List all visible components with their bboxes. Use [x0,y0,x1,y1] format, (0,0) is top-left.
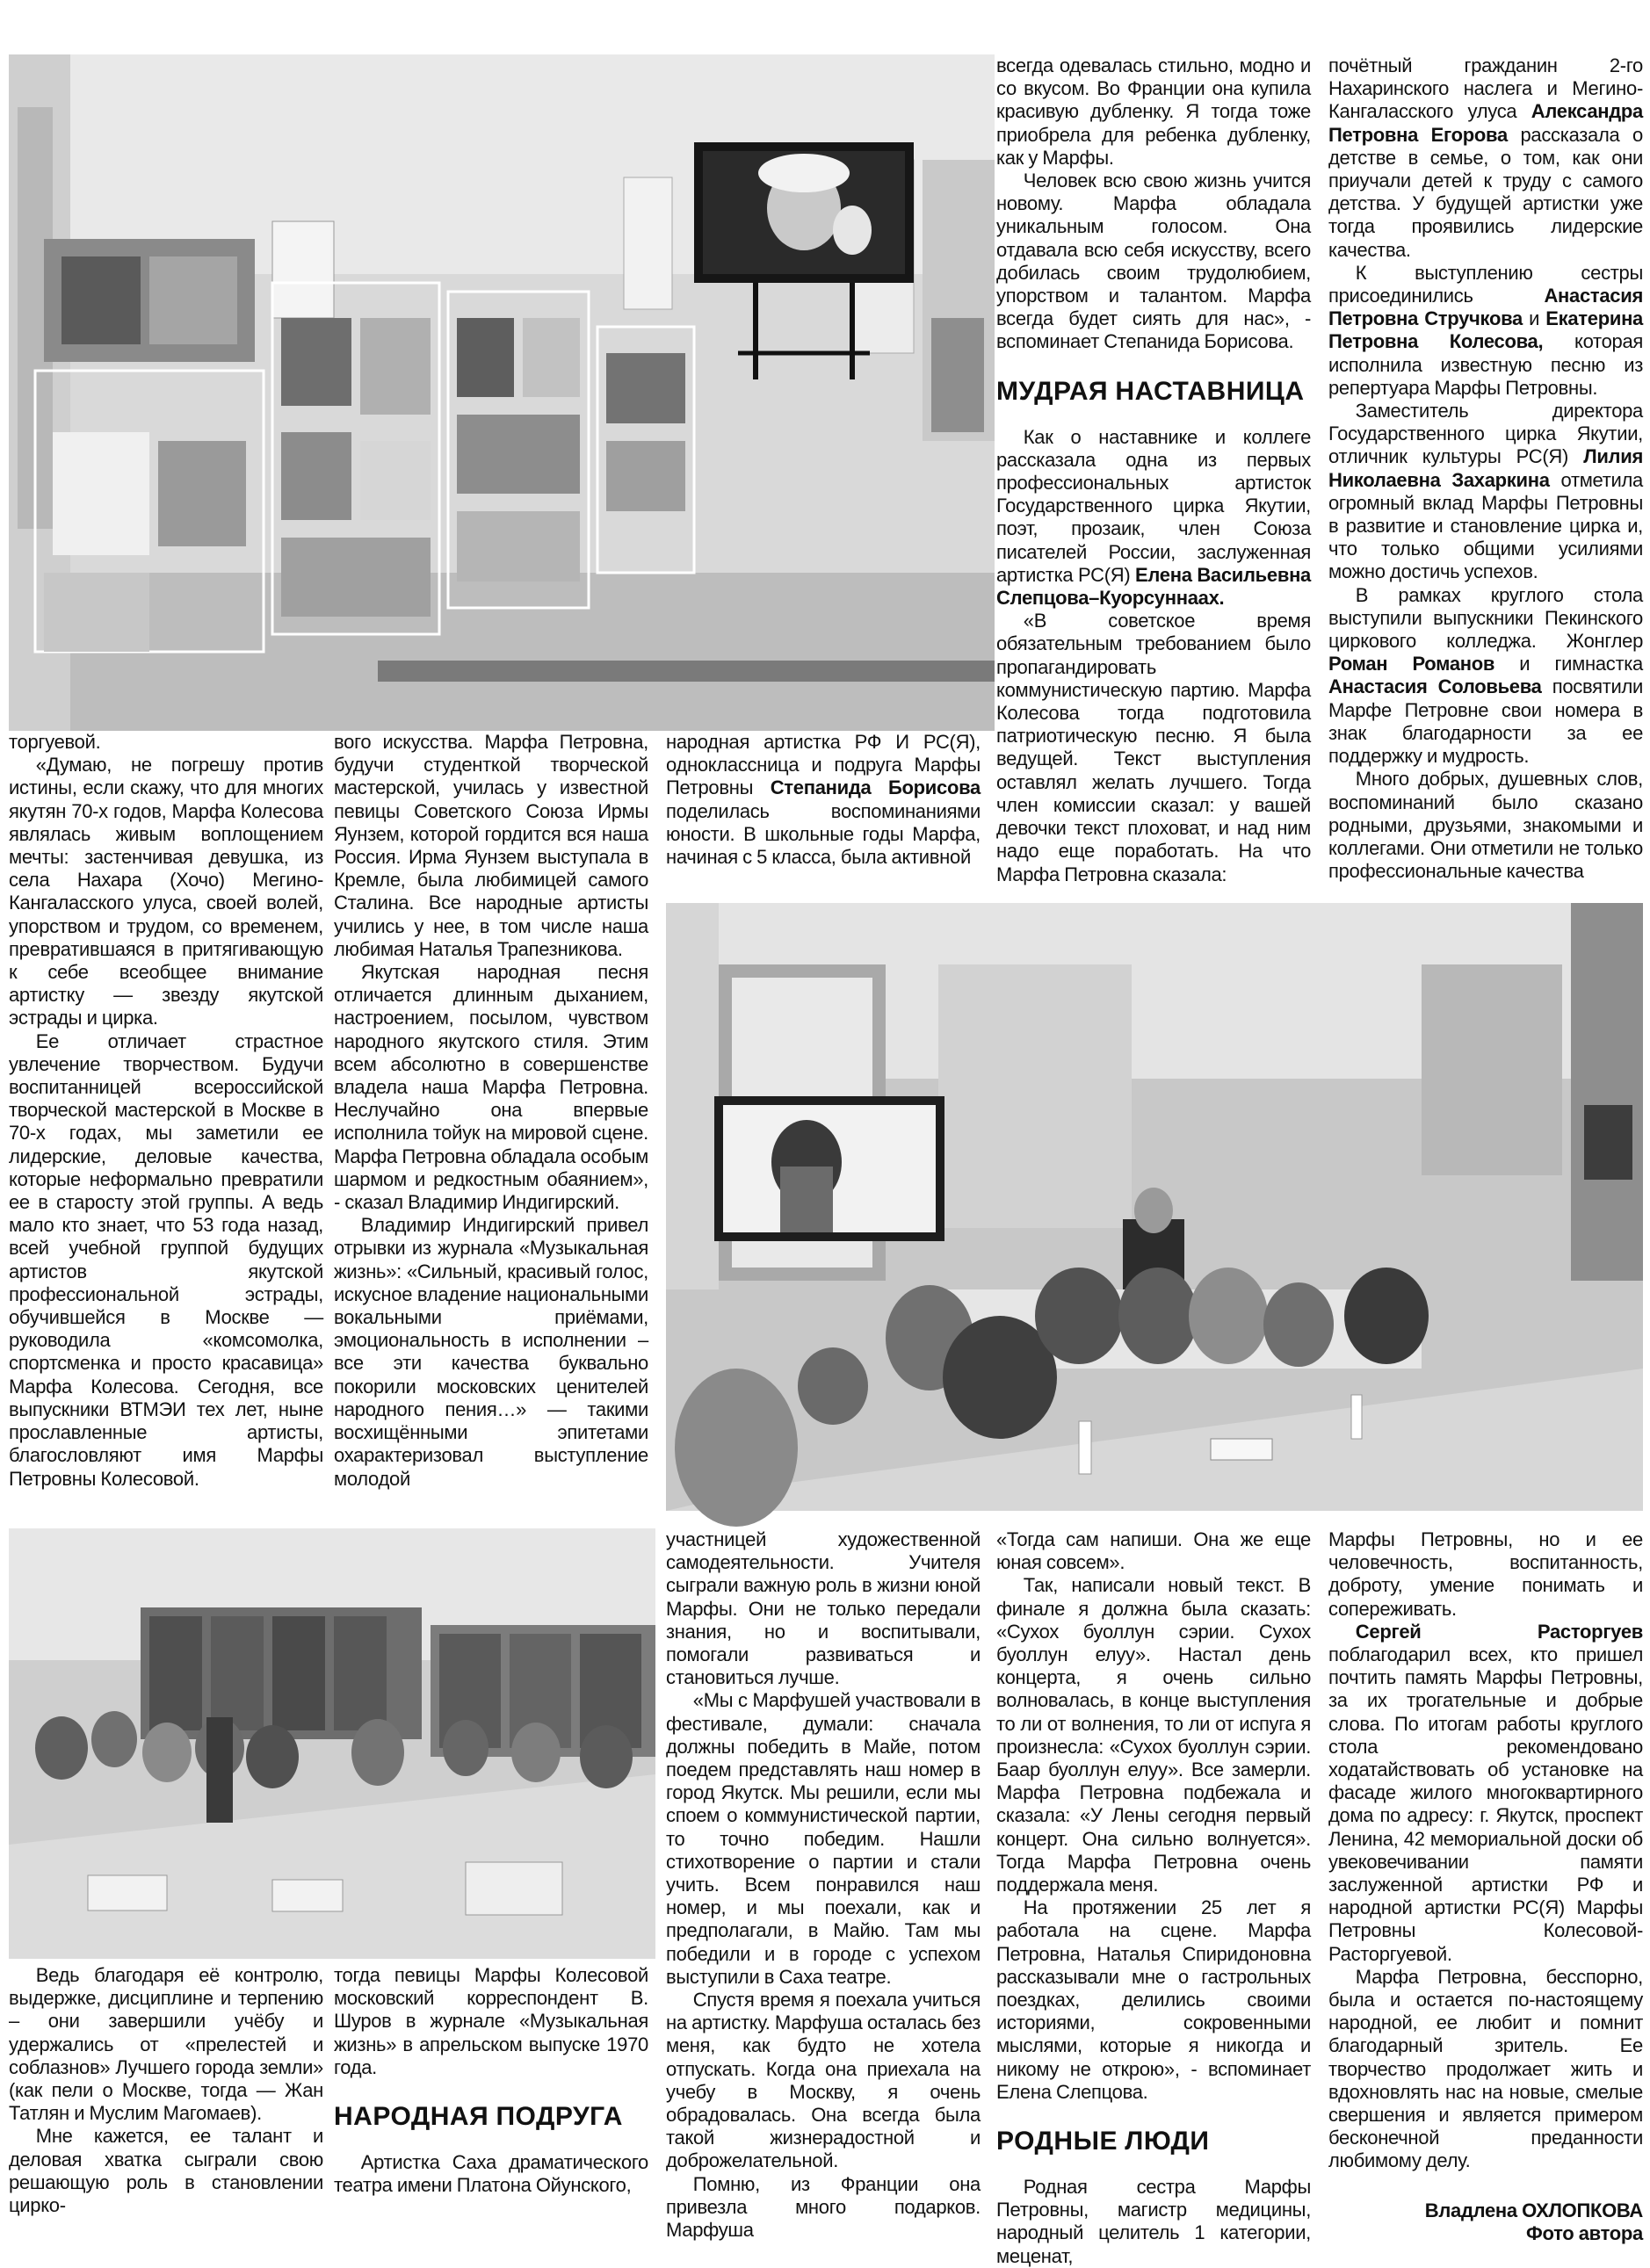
article-column-3-top [666,731,981,898]
article-column-4-top [996,54,1311,898]
text: народная артистка РФ И РС(Я), одноклассница и подруга Марфы Петровны [666,731,981,799]
text: К выступлению сестры присоединились [1328,261,1643,307]
person-name: Анастасия Петровна Стручкова [1328,285,1643,330]
text: и гимнастка [1494,653,1643,675]
paragraph [1328,584,1643,769]
section-heading-rodnye-lyudi: РОДНЫЕ ЛЮДИ [996,2127,1210,2156]
text: Как о наставнике и коллеге рассказала одна из первых профессиональных артисток Государственного цирка Якутии, поэт, прозаик, член Союза писателей России, заслуженная артистка РС(Я) [996,425,1311,586]
photo-credit: Фото автора [1526,2221,1643,2244]
paragraph: Артистка Саха драматического театра имени Платона Ойунского, [334,2151,648,2197]
paragraph: «Мы с Марфушей участвовали в фестивале, думали: сначала должны победить в Майе, потом поедем представлять наш номер в город Якутск. Мы решили, если мы споем о коммунистической партии, то точно победим. Нашли стихотворение о партии и стали учить. Всем понравился наш номер, и мы поехали, как и предполагали, в Майю. Там мы победили и в городе с успехом выступили в Саха театре. [666,1689,981,1988]
person-name: Александра Петровна Егорова [1328,100,1643,146]
photo-round-table [666,903,1643,1511]
audience-image [9,1528,655,1959]
text: Заместитель директора Государственного цирка Якутии, отличник культуры РС(Я) [1328,400,1643,468]
paragraph: Много добрых, душевных слов, воспоминаний было сказано родными, друзьями, знакомыми и коллегами. Они отметили не только профессиональные качества [1328,768,1643,883]
paragraph [1328,1621,1643,1966]
text: посвятили Марфе Петровне свои номера в знак благодарности за ее поддержку и мудрость. [1328,675,1643,768]
paragraph [1328,400,1643,584]
exhibition-image [9,54,995,731]
section-heading-narodnaya-podruga: НАРОДНАЯ ПОДРУГА [334,2102,623,2132]
paragraph: Якутская народная песня отличается длинным дыханием, настроением, посылом, чувством народного якутского стиля. Этим всем абсолютно в совершенстве владела наша Марфа Петровна. Неслучайно она впервые исполнила тойук на мировой сцене. Марфа Петровна обладала особым шармом и редкостным обаянием», - сказал Владимир Индигирский. [334,961,648,1214]
text: рассказала о детстве в семье, о том, как они приучали детей к труду с самого детства. У будущей артистки уже тогда проявились лидерские качества. [1328,123,1643,261]
person-name: Лилия Николаевна Захаркина [1328,445,1643,491]
text: почётный гражданин 2-го Нахаринского наслега и Мегино-Кангаласского улуса [1328,54,1643,123]
paragraph: Мне кажется, ее талант и деловая хватка сыграли свою решающую роль в становлении цирко- [9,2125,323,2217]
paragraph: участницей художественной самодеятельности. Учителя сыграли важную роль в жизни юной Марфы. Они не только передали знания, но и воспитывали, помогали развиваться и становиться лучше. [666,1528,981,1689]
paragraph: Так, написали новый текст. В финале я должна была сказать: «Сухох буоллун сэрии. Сухох буоллун елуу». Настал день концерта, я очень сильно волновалась, в конце выступления то ли от волнения, то ли от испуга я произнесла: «Сухох буоллун сэрии. Баар буоллун елуу». Все замерли. Марфа Петровна подбежала и сказала: «У Лены сегодня первый концерт. Она сильно волнуется». Тогда Марфа Петровна очень поддержала меня. [996,1574,1311,1896]
author-name: Владлена ОХЛОПКОВА [1424,2199,1643,2221]
article-column-5-bottom [1328,1528,1643,2243]
paragraph: вого искусства. Марфа Петровна, будучи студенткой творческой мастерской, училась у известной певицы Советского Союза Ирмы Яунзем, которой гордится вся наша Россия. Ирма Яунзем выступала в Кремле, была любимицей самого Сталина. Все народные артисты учились у нее, в том числе наша любимая Наталья Трапезникова. [334,731,648,960]
round-table-image [666,903,1643,1511]
text: В рамках круглого стола выступили выпускники Пекинского циркового колледжа. Жонглер [1328,583,1643,653]
paragraph: «В советское время обязательным требованием было пропагандировать коммунистическую партию. Марфа Колесова тогда подготовила патриотическую песню. Я была ведущей. Текст выступления оставлял желать лучшего. Тогда член комиссии сказал: у вашей девочки текст плоховат, и над ним надо еще поработать. На что Марфа Петровна сказала: [996,610,1311,885]
byline [1328,2199,1643,2245]
article-column-3-bottom [666,1528,981,2243]
article-column-5-top [1328,54,1643,898]
paragraph: Помню, из Франции она привезла много подарков. Марфуша [666,2172,981,2242]
article-column-1-bottom [9,1964,323,2243]
person-name: Екатерина Петровна Колесова, [1328,307,1643,353]
section-heading-mudraya-nastavnitsa: МУДРАЯ НАСТАВНИЦА [996,376,1305,406]
paragraph: Человек всю свою жизнь учится новому. Марфа обладала уникальным голосом. Она отдавала всю себя искусству, всего добилась своим трудолюбием, упорством и талантом. Марфа всегда будет сиять для нас», - вспоминает Степанида Борисова. [996,170,1311,353]
paragraph: Родная сестра Марфы Петровны, магистр медицины, народный целитель 1 категории, меценат, [996,2176,1311,2267]
article-column-1-top [9,731,323,1506]
photo-exhibition [9,54,995,731]
person-name: Степанида Борисова [770,776,981,799]
paragraph: тогда певицы Марфы Колесовой московский корреспондент В. Шуров в журнале «Музыкальная жизнь» в апрельском выпуске 1970 года. [334,1964,648,2078]
paragraph [1328,54,1643,262]
paragraph [996,426,1311,610]
paragraph: «Думаю, не погрешу против истины, если скажу, что для многих якутян 70-х годов, Марфа Колесова являлась живым воплощением мечты: застенчивая девушка, из села Нахара (Хочо) Мегино-Кангаласского улуса, своей волей, упорством и трудом, со временем, превратившаяся в притягивающую к себе всеобщее внимание артистку — звезду якутской эстрады и цирка. [9,754,323,1029]
person-name: Елена Васильевна Слепцова–Куорсуннаах. [996,563,1311,610]
person-name: Анастасия Соловьева [1328,675,1542,698]
article-column-2-bottom [334,1964,648,2243]
paragraph: всегда одевалась стильно, модно и со вкусом. Во Франции она купила красивую дубленку. Я тогда тоже приобрела для ребенка дубленку, как у Марфы. [996,54,1311,169]
paragraph: Ее отличает страстное увлечение творчеством. Будучи воспитанницей всероссийской творческой мастерской в Москве в 70-х годах, мы заметили ее лидерские, деловые качества, которые неформально превратили ее в старосту этой группы. А ведь мало кто знает, что 53 года назад, всей учебной группой будущих артистов якутской профессиональной эстрады, обучившейся в Москве — руководила «комсомолка, спортсменка и просто красавица» Марфа Колесова. Сегодня, все выпускники ВТМЭИ тех лет, ныне прославленные артисты, благословляют имя Марфы Петровны Колесовой. [9,1029,323,1490]
paragraph: «Тогда сам напиши. Она же еще юная совсем». [996,1528,1311,1574]
paragraph: На протяжении 25 лет я работала на сцене. Марфа Петровна, Наталья Спиридоновна рассказывали мне о гастрольных поездках, делились своими историями, сокровенными мыслями, которые я никогда и никому не открою», - вспоминает Елена Слепцова. [996,1896,1311,2103]
paragraph: Марфа Петровна, бесспорно, была и остается по-настоящему народной, ее любит и помнит благодарный зритель. Ее творчество продолжает жить и вдохновлять нас на новые, смелые свершения и является примером бесконечной преданности любимому делу. [1328,1965,1643,2172]
person-name: Роман Романов [1328,653,1495,675]
paragraph [1328,262,1643,400]
text: которая исполнила известную песню из репертуара Марфы Петровны. [1328,330,1643,399]
paragraph: торгуевой. [9,731,101,753]
paragraph: Владимир Индигирский привел отрывки из журнала «Музыкальная жизнь»: «Сильный, красивый голос, искусное владение национальными вокальными приёмами, эмоциональность в исполнении – все эти качества буквально покорили московских ценителей народного пения…» — такими восхищёнными эпитетами охарактеризовал выступление молодой [334,1214,648,1490]
photo-audience [9,1528,655,1959]
article-column-4-bottom [996,1528,1311,2267]
paragraph [666,731,981,869]
person-name: Сергей Расторгуев [1355,1620,1643,1643]
paragraph: Спустя время я поехала учиться на артистку. Марфуша осталась без меня, как будто не хотела отпускать. Когда она приехала на учебу в Москву, я очень обрадовалась. Она всегда была такой жизнерадостной и доброжелательной. [666,1989,981,2172]
paragraph: Марфы Петровны, но и ее человечность, воспитанность, доброту, умение понимать и сопереживать. [1328,1528,1643,1620]
text: поделилась воспоминаниями юности. В школьные годы Марфа, начиная с 5 класса, была активной [666,799,981,869]
paragraph: Ведь благодаря её контролю, выдержке, дисциплине и терпению – они завершили учёбу и удержались от «прелестей и соблазнов» Лучшего города земли» (как пели о Москве, тогда — Жан Татлян и Муслим Магомаев). [9,1964,323,2125]
text: и [1522,307,1546,330]
article-column-2-top [334,731,648,1506]
text: отметила огромный вклад Марфы Петровны в развитие и становление цирка и, что только общими усилиями можно достичь успехов. [1328,468,1643,583]
text: поблагодарил всех, кто пришел почтить память Марфы Петровны, за их трогательные и добрые слова. По итогам работы круглого стола рекомендовано ходатайствовать об установке на фасаде жилого многоквартирного дома по адресу: г. Якутск, проспект Ленина, 42 мемориальной доски об увековечивании памяти заслуженной артистки РФ и народной артистки РС(Я) Марфы Петровны Колесовой-Расторгуевой. [1328,1643,1643,1965]
